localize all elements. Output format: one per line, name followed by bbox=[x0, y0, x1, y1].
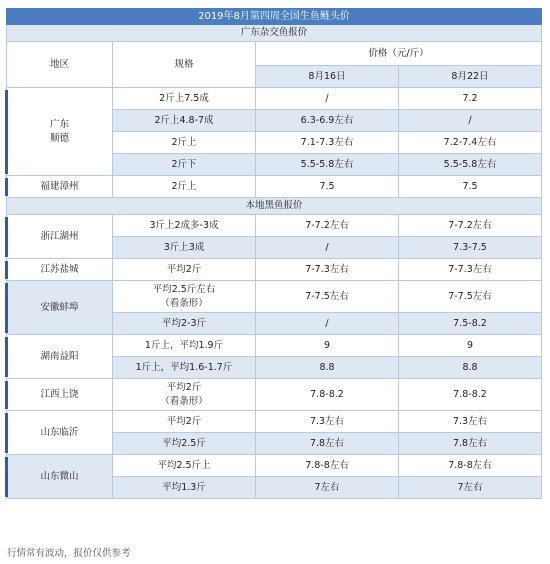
spec-cell: 2斤上4.8-7成 bbox=[113, 110, 256, 132]
price-aug16-cell: 7.5 bbox=[256, 176, 399, 198]
price-aug16-cell: 7-7.5左右 bbox=[256, 281, 399, 313]
header-date-2: 8月22日 bbox=[399, 66, 542, 88]
price-aug22-cell: 7.8左右 bbox=[399, 433, 542, 455]
price-aug16-cell: / bbox=[256, 313, 399, 335]
price-aug22-cell: 7-7.3左右 bbox=[399, 259, 542, 281]
table-row bbox=[7, 411, 542, 433]
region-cell: 广东 顺德 bbox=[7, 88, 113, 176]
price-aug22-cell: 8.8 bbox=[399, 357, 542, 379]
spec-cell: 平均2斤 bbox=[113, 411, 256, 433]
price-aug16-cell: 7.3左右 bbox=[256, 411, 399, 433]
region-marker bbox=[5, 413, 8, 453]
table-row bbox=[7, 176, 542, 198]
price-aug22-cell: 7.3-7.5 bbox=[399, 237, 542, 259]
price-aug22-cell: / bbox=[399, 110, 542, 132]
price-aug16-cell: / bbox=[256, 237, 399, 259]
section-header-local-snakehead: 本地黑鱼报价 bbox=[7, 198, 542, 215]
table-title: 2019年8月第四周全国生鱼鲢头价 bbox=[7, 9, 542, 25]
price-aug16-cell: 7-7.2左右 bbox=[256, 215, 399, 237]
region-marker bbox=[5, 337, 8, 377]
price-aug22-cell: 7-7.5左右 bbox=[399, 281, 542, 313]
spec-cell: 平均2.5斤上 bbox=[113, 455, 256, 477]
spec-cell: 1斤上，平均1.6-1.7斤 bbox=[113, 357, 256, 379]
spec-cell: 平均2-3斤 bbox=[113, 313, 256, 335]
price-aug16-cell: 7左右 bbox=[256, 477, 399, 499]
price-aug22-cell: 7.8-8.2 bbox=[399, 379, 542, 411]
price-aug22-cell: 7左右 bbox=[399, 477, 542, 499]
spec-cell: 平均2斤 （看条形） bbox=[113, 379, 256, 411]
table-row bbox=[7, 379, 542, 411]
table-row bbox=[7, 281, 542, 313]
price-aug22-cell: 7.5 bbox=[399, 176, 542, 198]
price-aug22-cell: 7.8-8左右 bbox=[399, 455, 542, 477]
spec-cell: 3斤上2成多-3成 bbox=[113, 215, 256, 237]
price-aug22-cell: 7.3左右 bbox=[399, 411, 542, 433]
region-marker bbox=[5, 283, 8, 333]
spec-cell: 2斤下 bbox=[113, 154, 256, 176]
header-region: 地区 bbox=[7, 42, 113, 88]
region-cell: 浙江湖州 bbox=[7, 215, 113, 259]
region-cell: 江西上饶 bbox=[7, 379, 113, 411]
spec-cell: 平均2.5斤左右 （看条形） bbox=[113, 281, 256, 313]
spec-cell: 平均2.5斤 bbox=[113, 433, 256, 455]
spec-cell: 2斤上 bbox=[113, 132, 256, 154]
price-aug22-cell: 7.5-8.2 bbox=[399, 313, 542, 335]
price-aug22-cell: 5.5-5.8左右 bbox=[399, 154, 542, 176]
price-aug22-cell: 7.2-7.4左右 bbox=[399, 132, 542, 154]
spec-cell: 1斤上，平均1.9斤 bbox=[113, 335, 256, 357]
table-row bbox=[7, 88, 542, 110]
price-table-container bbox=[6, 8, 541, 499]
price-aug16-cell: 6.3-6.9左右 bbox=[256, 110, 399, 132]
spec-cell: 平均1.3斤 bbox=[113, 477, 256, 499]
spec-cell: 平均2斤 bbox=[113, 259, 256, 281]
table-row bbox=[7, 215, 542, 237]
price-aug16-cell: / bbox=[256, 88, 399, 110]
footer-note: 行情常有波动，报价仅供参考 bbox=[7, 548, 131, 559]
region-marker bbox=[5, 90, 8, 174]
region-cell: 湖南益阳 bbox=[7, 335, 113, 379]
price-aug16-cell: 7.8-8左右 bbox=[256, 455, 399, 477]
region-marker bbox=[5, 261, 8, 279]
header-price: 价格（元/斤） bbox=[256, 42, 542, 66]
price-aug16-cell: 9 bbox=[256, 335, 399, 357]
price-aug22-cell: 9 bbox=[399, 335, 542, 357]
region-marker bbox=[5, 457, 8, 497]
region-cell: 山东临沂 bbox=[7, 411, 113, 455]
price-table-body bbox=[7, 9, 542, 499]
region-cell: 福建漳州 bbox=[7, 176, 113, 198]
table-row bbox=[7, 259, 542, 281]
region-cell: 山东微山 bbox=[7, 455, 113, 499]
section-header-guangdong: 广东杂交鱼报价 bbox=[7, 25, 542, 42]
price-aug22-cell: 7-7.2左右 bbox=[399, 215, 542, 237]
price-aug16-cell: 7-7.3左右 bbox=[256, 259, 399, 281]
price-aug22-cell: 7.2 bbox=[399, 88, 542, 110]
region-marker bbox=[5, 217, 8, 257]
header-spec: 规格 bbox=[113, 42, 256, 88]
price-aug16-cell: 7.8左右 bbox=[256, 433, 399, 455]
price-table bbox=[6, 8, 542, 499]
price-aug16-cell: 5.5-5.8左右 bbox=[256, 154, 399, 176]
region-cell: 江苏盐城 bbox=[7, 259, 113, 281]
region-marker bbox=[5, 178, 8, 196]
region-marker bbox=[5, 381, 8, 409]
price-aug16-cell: 7.1-7.3左右 bbox=[256, 132, 399, 154]
price-aug16-cell: 7.8-8.2 bbox=[256, 379, 399, 411]
spec-cell: 2斤上 bbox=[113, 176, 256, 198]
table-row bbox=[7, 455, 542, 477]
price-aug16-cell: 8.8 bbox=[256, 357, 399, 379]
header-date-1: 8月16日 bbox=[256, 66, 399, 88]
region-cell: 安徽蚌埠 bbox=[7, 281, 113, 335]
table-row bbox=[7, 335, 542, 357]
spec-cell: 2斤上7.5成 bbox=[113, 88, 256, 110]
spec-cell: 3斤上3成 bbox=[113, 237, 256, 259]
